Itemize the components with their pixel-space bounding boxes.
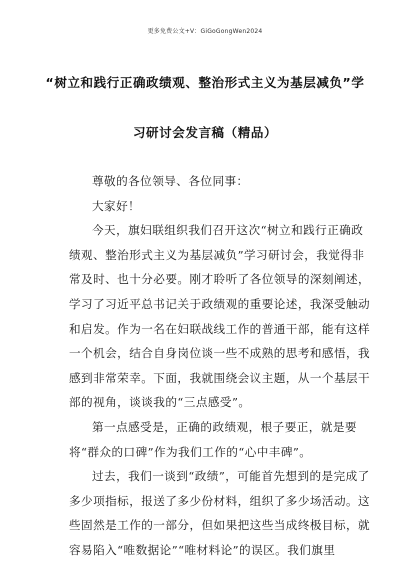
watermark-text: 更多免费公文+V：GiGoGongWen2024 [147, 28, 263, 35]
document-title-line-1: “树立和践行正确政绩观、整治形式主义为基层减负”学 [45, 75, 365, 90]
salutation: 尊敬的各位领导、各位同事： [92, 174, 249, 188]
document-title-line-2: 习研讨会发言稿（精品） [132, 125, 278, 140]
paragraph: 第一点感受是，正确的政绩观，根子要正，就是要将“群众的口碑”作为我们工作的“心中丰碑”。 [69, 419, 357, 459]
greeting: 大家好！ [92, 198, 141, 213]
document-body [69, 169, 371, 563]
paragraph: 过去，我们一谈到“政绩”，可能首先想到的是完成了多少项指标，报送了多少份材料，组织了多少场活动。这些固然是工作的一部分，但如果把这些当成终极目标，就容易陷入“唯数据论”“唯材料论”的误区。我们旗里 [69, 469, 371, 557]
paragraph: 今天，旗妇联组织我们召开这次“树立和践行正确政绩观、整治形式主义为基层减负”学习研讨会，我觉得非常及时、也十分必要。刚才聆听了各位领导的深刻阐述，学习了习近平总书记关于政绩观的重要论述，我深受触动和启发。作为一名在妇联战线工作的普通干部，能有这样一个机会，结合自身岗位谈一些不成熟的思考和感悟，我感到非常荣幸。下面，我就围绕会议主题，从一个基层干部的视角，谈谈我的“三点感受”。 [69, 223, 371, 410]
